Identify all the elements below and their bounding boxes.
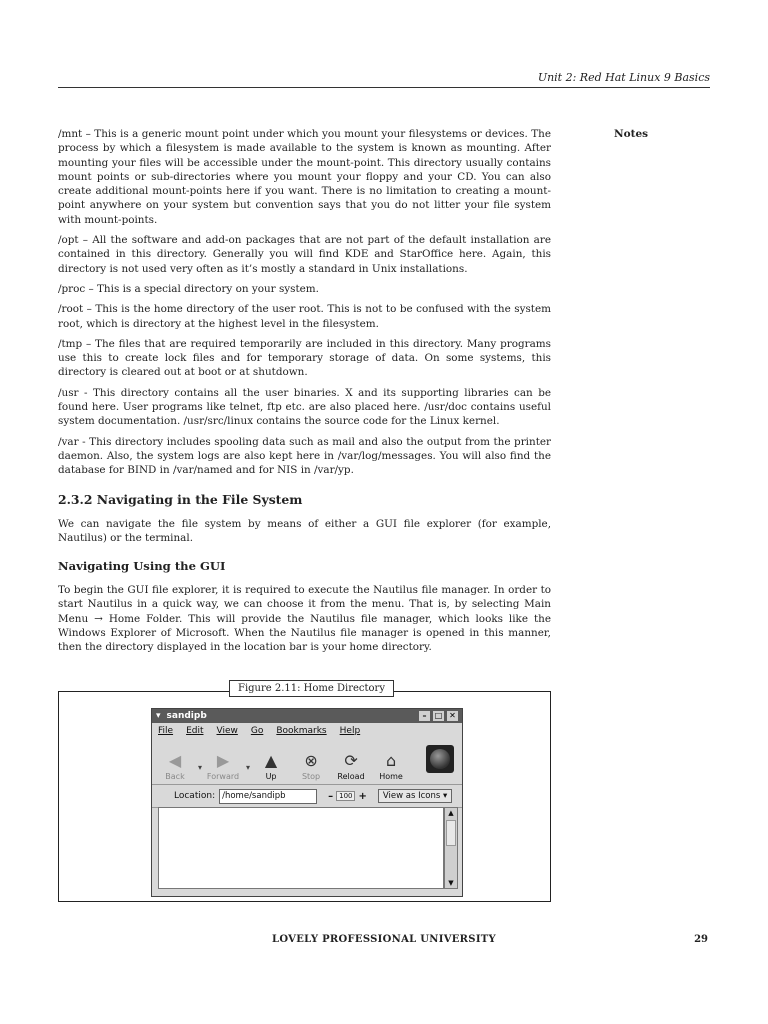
activity-throbber-icon xyxy=(426,745,454,773)
scroll-up-icon[interactable]: ▲ xyxy=(448,809,454,817)
main-column xyxy=(58,127,551,661)
nautilus-window xyxy=(151,708,463,897)
forward-button[interactable]: ▶ Forward xyxy=(206,751,240,781)
window-title: sandipb xyxy=(166,711,207,721)
minimize-icon[interactable]: – xyxy=(419,711,430,721)
para-gui: To begin the GUI file explorer, it is required to execute the Nautilus file manager. In order to start Nautilus in a quick way, we can choose it from the menu. That is, by selecting Main Menu → Home Folder. This will provide the Nautilus file manager, which looks like the Windows Explorer of Microsoft. When the Nautilus file manager is opened in this manner, then the directory displayed in the location bar is your home directory. xyxy=(58,584,551,654)
back-button[interactable]: ◀ Back xyxy=(165,751,185,781)
stop-icon: ⊗ xyxy=(304,751,318,770)
menu-bookmarks[interactable]: Bookmarks xyxy=(276,726,327,736)
stop-button[interactable]: ⊗ Stop xyxy=(301,751,321,781)
footer-university: LOVELY PROFESSIONAL UNIVERSITY xyxy=(272,934,496,945)
para-var: /var - This directory includes spooling data such as mail and also the output from the printer daemon. Also, the system logs are also kept here in /var/log/messages. You will also find the database for BIND in /var/named and for NIS in /var/yp. xyxy=(58,435,551,477)
toolbar xyxy=(152,739,462,785)
up-button[interactable]: ▲ Up xyxy=(264,751,278,781)
para-tmp: /tmp – The files that are required temporarily are included in this directory. Many programs use this to create lock files and for temporary storage of data. On some systems, this directory is cleared out at boot or at shutdown. xyxy=(58,337,551,379)
section-heading: 2.3.2 Navigating in the File System xyxy=(58,491,303,507)
window-menu-icon[interactable]: ▾ xyxy=(156,711,161,721)
para-opt: /opt – All the software and add-on packages that are not part of the default installation are contained in this directory. Generally you will find KDE and StarOffice here. Again, this directory is not used very often as it’s mostly a standard in Unix installations. xyxy=(58,234,551,275)
running-header: Unit 2: Red Hat Linux 9 Basics xyxy=(537,71,710,84)
figure-caption: Figure 2.11: Home Directory xyxy=(229,680,394,697)
menu-file[interactable]: File xyxy=(158,726,174,736)
chevron-down-icon: ▾ xyxy=(443,791,448,801)
para-navigate: We can navigate the file system by means of either a GUI file explorer (for example, Nautilus) or the terminal. xyxy=(58,517,551,544)
para-mnt: /mnt – This is a generic mount point under which you mount your filesystems or devices. The process by which a filesystem is made available to the system is known as mounting. After mounting your files will be accessible under the mount-point. This directory usually contains mount points or sub-directories where you mount your floppy and your CD. You can also create additional mount-points here if you want. There is no limitation to creating a mount-point anywhere on your system but convention says that you do not litter your file system with mount-points. xyxy=(58,128,551,226)
window-titlebar xyxy=(152,709,462,723)
page-number: 29 xyxy=(694,934,708,945)
scrollbar-thumb[interactable] xyxy=(446,820,456,846)
zoom-level[interactable]: 100 xyxy=(336,791,355,801)
notes-margin-label: Notes xyxy=(614,128,649,140)
location-input[interactable]: /home/sandipb xyxy=(219,789,317,804)
menu-view[interactable]: View xyxy=(216,726,238,736)
subsection-heading: Navigating Using the GUI xyxy=(58,559,226,574)
scroll-down-icon[interactable]: ▼ xyxy=(448,879,454,887)
home-button[interactable]: ⌂ Home xyxy=(379,751,403,781)
forward-history-dropdown-icon[interactable]: ▾ xyxy=(246,762,251,772)
back-history-dropdown-icon[interactable]: ▾ xyxy=(198,762,203,772)
file-view-pane[interactable] xyxy=(158,807,444,889)
location-bar xyxy=(152,785,462,808)
header-rule xyxy=(58,87,710,88)
zoom-control xyxy=(325,791,370,802)
forward-arrow-icon: ▶ xyxy=(216,751,230,770)
home-icon: ⌂ xyxy=(385,751,397,770)
up-arrow-icon: ▲ xyxy=(264,751,278,770)
zoom-out-icon[interactable]: – xyxy=(328,790,334,802)
vertical-scrollbar[interactable] xyxy=(444,807,458,889)
reload-button[interactable]: ⟳ Reload xyxy=(337,751,365,781)
menu-go[interactable]: Go xyxy=(250,726,264,736)
para-usr: /usr - This directory contains all the user binaries. X and its supporting libraries can be found here. User programs like telnet, ftp etc. are also placed here. /usr/doc contains useful system documentation. /usr/src/linux contains the source code for the Linux kernel. xyxy=(58,386,551,428)
para-proc: /proc – This is a special directory on your system. xyxy=(58,282,319,295)
view-mode-select[interactable]: View as Icons ▾ xyxy=(378,789,452,803)
back-arrow-icon: ◀ xyxy=(168,751,182,770)
maximize-icon[interactable]: □ xyxy=(434,711,443,720)
para-root: /root – This is the home directory of the user root. This is not to be confused with the system root, which is directory at the highest level in the filesystem. xyxy=(58,303,551,330)
menu-help[interactable]: Help xyxy=(339,726,361,736)
reload-icon: ⟳ xyxy=(344,751,358,770)
menubar xyxy=(152,723,462,739)
close-icon[interactable]: ✕ xyxy=(447,711,458,721)
zoom-in-icon[interactable]: + xyxy=(358,790,367,802)
menu-edit[interactable]: Edit xyxy=(186,726,204,736)
location-label: Location: xyxy=(174,791,216,801)
